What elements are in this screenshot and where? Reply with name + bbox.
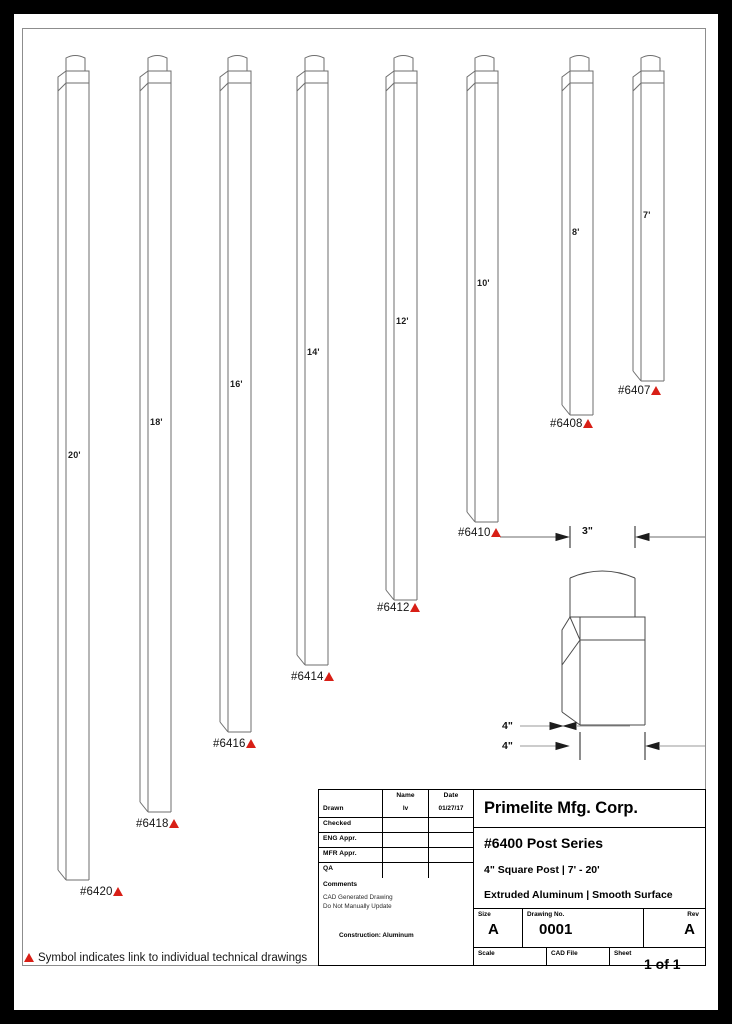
approval-role-label: Checked: [323, 820, 352, 827]
link-marker-triangle-icon[interactable]: [651, 386, 661, 395]
title-block-right-column: [474, 790, 705, 972]
comments-label: Comments: [323, 881, 358, 888]
legend-note: [24, 952, 307, 964]
post-part-number-label[interactable]: [136, 818, 179, 830]
post-height-label: 10': [477, 278, 490, 289]
company-name: Primelite Mfg. Corp.: [474, 790, 705, 828]
approval-row: [319, 833, 473, 848]
part-number-text: #6418: [136, 818, 169, 830]
drawing-number-value: 0001: [539, 921, 573, 938]
post-geometry: [52, 53, 92, 894]
series-title: #6400 Post Series: [484, 835, 604, 851]
post-top-detail-view: [490, 520, 715, 775]
post-part-number-label[interactable]: [458, 527, 501, 539]
link-marker-triangle-icon[interactable]: [410, 603, 420, 612]
approval-name-value[interactable]: [382, 863, 428, 878]
sheet-label: Sheet: [614, 950, 632, 957]
post-part-number-label[interactable]: [80, 886, 123, 898]
post-height-label: 18': [150, 417, 163, 428]
approval-date-value[interactable]: [428, 863, 473, 878]
title-block-left-column: [319, 790, 474, 965]
post-geometry: [556, 53, 596, 429]
post-geometry: [461, 53, 501, 536]
post-elevation: [461, 53, 501, 536]
post-height-label: 14': [307, 346, 320, 357]
post-elevation: [556, 53, 596, 429]
detail-dim-top: 3": [582, 525, 593, 537]
comments-body: [323, 894, 393, 911]
approval-role-label: QA: [323, 865, 334, 872]
approval-role-label: ENG Appr.: [323, 835, 357, 842]
detail-dim-left-upper: 4": [502, 720, 513, 732]
post-geometry: [291, 53, 331, 679]
scale-cell: [474, 948, 546, 965]
link-marker-triangle-icon[interactable]: [246, 739, 256, 748]
approval-table-rows: [319, 803, 473, 878]
legend-note-text: Symbol indicates link to individual technical drawings: [38, 952, 308, 964]
link-marker-triangle-icon[interactable]: [324, 672, 334, 681]
header-date-cell: Date: [428, 790, 473, 803]
scale-label: Scale: [478, 950, 495, 957]
comments-line-1: CAD Generated Drawing: [323, 894, 393, 901]
post-part-number-label[interactable]: [291, 671, 334, 683]
cad-file-cell: [546, 948, 609, 965]
post-part-number-label[interactable]: [618, 385, 661, 397]
post-geometry: [214, 53, 254, 746]
rev-value: A: [684, 921, 695, 938]
post-part-number-label[interactable]: [213, 738, 256, 750]
post-elevation: [52, 53, 92, 894]
size-value: A: [488, 921, 499, 938]
sheet-cell: [609, 948, 705, 972]
header-name-cell: Name: [382, 790, 428, 803]
approval-date-value[interactable]: 01/27/17: [428, 803, 473, 817]
post-geometry: [380, 53, 420, 614]
approval-date-value[interactable]: [428, 833, 473, 847]
post-elevation: [291, 53, 331, 679]
approval-role-label: MFR Appr.: [323, 850, 357, 857]
part-number-text: #6414: [291, 671, 324, 683]
comments-line-2: Do Not Manually Update: [323, 902, 392, 910]
approval-row: [319, 803, 473, 818]
drawing-number-cell: [522, 909, 643, 947]
post-part-number-label[interactable]: [550, 418, 593, 430]
approval-row: [319, 848, 473, 863]
comments-area: [319, 878, 473, 952]
drawing-number-label: Drawing No.: [527, 911, 565, 918]
post-geometry: [134, 53, 174, 826]
approval-name-value[interactable]: [382, 833, 428, 847]
part-number-text: #6416: [213, 738, 246, 750]
approval-role-label: Drawn: [323, 805, 344, 812]
link-marker-triangle-icon: [24, 953, 34, 962]
size-cell: [474, 909, 522, 947]
rev-label: Rev: [687, 911, 699, 918]
post-elevation: [134, 53, 174, 826]
post-geometry: [627, 53, 667, 395]
post-part-number-label[interactable]: [377, 602, 420, 614]
title-block: [318, 789, 706, 972]
link-marker-triangle-icon[interactable]: [113, 887, 123, 896]
detail-geometry: [490, 520, 715, 775]
part-number-text: #6420: [80, 886, 113, 898]
cad-file-label: CAD File: [551, 950, 578, 957]
post-elevation: [627, 53, 667, 395]
approval-name-value[interactable]: [382, 818, 428, 832]
approval-row: [319, 818, 473, 833]
approval-date-value[interactable]: [428, 848, 473, 862]
header-blank-cell: [319, 790, 382, 803]
post-elevation: [214, 53, 254, 746]
part-number-text: #6410: [458, 527, 491, 539]
approval-name-value[interactable]: [382, 848, 428, 862]
rev-cell: [643, 909, 705, 947]
post-height-label: 20': [68, 449, 81, 460]
approval-table-header: [319, 790, 473, 803]
identification-row: [474, 909, 705, 948]
approval-date-value[interactable]: [428, 818, 473, 832]
post-height-label: 7': [643, 210, 651, 221]
part-number-text: #6407: [618, 385, 651, 397]
part-number-text: #6408: [550, 418, 583, 430]
size-label: Size: [478, 911, 491, 918]
part-number-text: #6412: [377, 602, 410, 614]
approval-name-value[interactable]: lv: [382, 803, 428, 817]
post-height-label: 12': [396, 315, 409, 326]
approval-header-row: [319, 790, 473, 803]
link-marker-triangle-icon[interactable]: [491, 528, 501, 537]
post-height-label: 8': [572, 226, 580, 237]
detail-dim-left-lower: 4": [502, 740, 513, 752]
post-elevation: [380, 53, 420, 614]
spec-line-1: 4" Square Post | 7' - 20': [484, 864, 600, 876]
sheet-row: [474, 948, 705, 972]
spec-line-2: Extruded Aluminum | Smooth Surface: [474, 882, 705, 909]
post-height-label: 16': [230, 378, 243, 389]
construction-note: Construction: Aluminum: [339, 932, 414, 939]
sheet-value: 1 of 1: [644, 956, 681, 972]
link-marker-triangle-icon[interactable]: [583, 419, 593, 428]
approval-row: [319, 863, 473, 878]
link-marker-triangle-icon[interactable]: [169, 819, 179, 828]
